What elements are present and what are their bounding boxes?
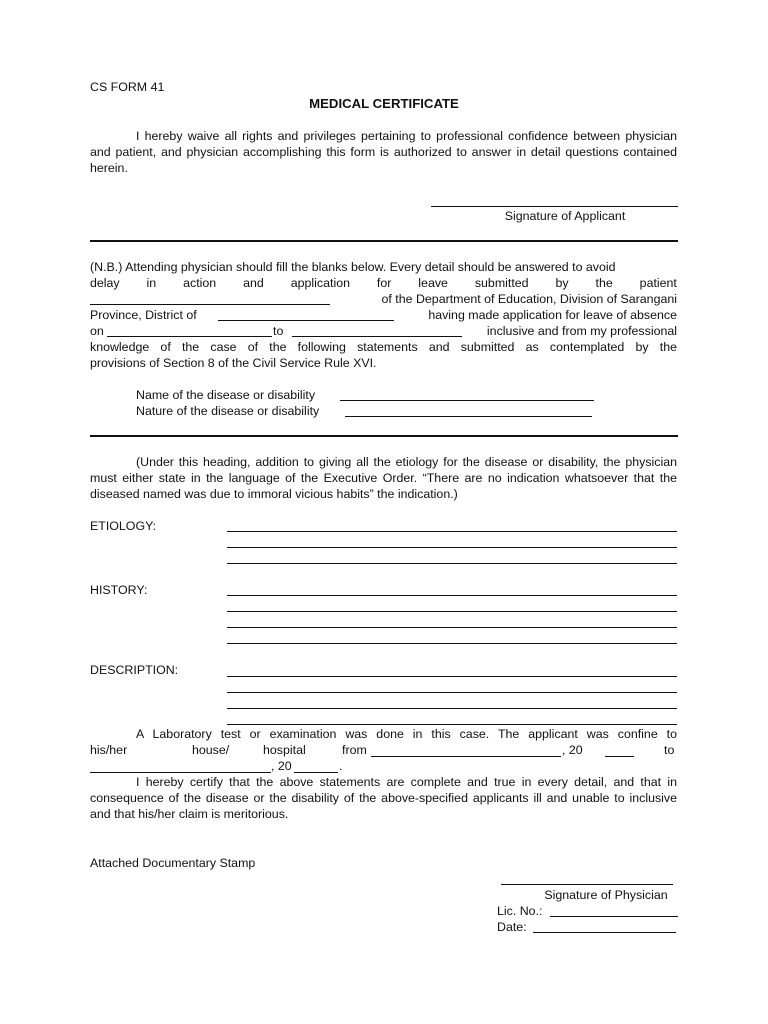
form-code: CS FORM 41: [90, 80, 165, 94]
description-line-3[interactable]: [227, 708, 677, 709]
nb-word: by: [555, 276, 569, 290]
lab-comma-20-a: , 20: [562, 743, 583, 757]
page-title: MEDICAL CERTIFICATE: [309, 96, 459, 111]
nb-line-6: knowledge of the case of the following statements and submitted as contemplated by the: [90, 340, 677, 354]
lab-word-house: house/: [192, 743, 230, 757]
applicant-signature-label: Signature of Applicant: [504, 209, 626, 223]
confine-to-year-field[interactable]: [294, 772, 338, 773]
documentary-stamp-label: Attached Documentary Stamp: [90, 856, 256, 870]
nb-line-2: [90, 275, 677, 291]
physician-signature-label: Signature of Physician: [544, 888, 668, 902]
nb-line-4-end: having made application for leave of absence: [428, 308, 677, 322]
nb-line-5-end: inclusive and from my professional: [486, 324, 677, 338]
nb-word: delay: [90, 276, 120, 290]
lab-period: .: [339, 759, 343, 773]
history-line-3[interactable]: [227, 627, 677, 628]
date-field[interactable]: [533, 932, 676, 933]
history-line-4[interactable]: [227, 643, 677, 644]
nb-word: and: [243, 276, 264, 290]
confine-from-year-field[interactable]: [605, 756, 634, 757]
nb-word: for: [376, 276, 392, 290]
etiology-line-1[interactable]: [227, 531, 677, 532]
disease-nature-label: Nature of the disease or disability: [136, 404, 320, 418]
date-label: Date:: [497, 920, 527, 934]
district-field[interactable]: [218, 320, 394, 321]
nb-word: submitted: [474, 276, 529, 290]
employee-position-field[interactable]: [90, 304, 330, 305]
etiology-label: ETIOLOGY:: [90, 519, 157, 533]
description-label: DESCRIPTION:: [90, 663, 179, 677]
disease-name-label: Name of the disease or disability: [136, 388, 316, 402]
nb-to-label: to: [273, 324, 284, 338]
nb-word: in: [146, 276, 157, 290]
applicant-signature-line[interactable]: [431, 206, 678, 207]
disease-nature-field[interactable]: [345, 416, 592, 417]
description-line-1[interactable]: [227, 676, 677, 677]
physician-signature-line[interactable]: [501, 884, 673, 885]
certify-paragraph: I hereby certify that the above statements are complete and true in every detail, and that in consequence of the disease or the disability of the above-specified applicants ill and unable to inclusive and that his/her claim is meritorious.: [90, 775, 677, 821]
section-divider-1: [90, 240, 678, 242]
lic-no-label: Lic. No.:: [497, 904, 543, 918]
lab-line-1: A Laboratory test or examination was done in this case. The applicant was confine to: [136, 727, 677, 741]
nb-line-7: provisions of Section 8 of the Civil Service Rule XVI.: [90, 356, 377, 370]
nb-word: action: [183, 276, 217, 290]
etiology-note: (Under this heading, addition to giving all the etiology for the disease or disability, the physician must either state in the language of the Executive Order. “There are no indication whatsoever that the diseased named was due to immoral vicious habits” the indication.): [90, 455, 677, 501]
nb-word: leave: [418, 276, 448, 290]
nb-line-3: of the Department of Education, Division of Sarangani: [381, 292, 677, 306]
history-label: HISTORY:: [90, 583, 148, 597]
nb-on-label: on: [90, 324, 104, 338]
nb-line-1: (N.B.) Attending physician should fill the blanks below. Every detail should be answered to avoid: [90, 260, 616, 274]
description-line-2[interactable]: [227, 692, 677, 693]
nb-word: patient: [639, 276, 677, 290]
lic-no-field[interactable]: [550, 916, 678, 917]
history-line-2[interactable]: [227, 611, 677, 612]
description-line-4[interactable]: [227, 724, 677, 725]
lab-word-hisher: his/her: [90, 743, 128, 757]
lab-word-hospital: hospital: [263, 743, 306, 757]
leave-to-field[interactable]: [292, 336, 462, 337]
disease-name-field[interactable]: [340, 400, 594, 401]
lab-word-from: from: [342, 743, 367, 757]
nb-line-4-start: Province, District of: [90, 308, 197, 322]
etiology-line-3[interactable]: [227, 563, 677, 564]
confine-from-field[interactable]: [371, 756, 561, 757]
waiver-paragraph: I hereby waive all rights and privileges pertaining to professional confidence between physician and patient, and physician accomplishing this form is authorized to answer in detail questions contained herein.: [90, 129, 677, 175]
history-line-1[interactable]: [227, 595, 677, 596]
etiology-line-2[interactable]: [227, 547, 677, 548]
lab-comma-20-b: , 20: [271, 759, 292, 773]
confine-to-field[interactable]: [90, 772, 271, 773]
nb-word: application: [290, 276, 350, 290]
leave-from-field[interactable]: [107, 336, 272, 337]
section-divider-2: [90, 435, 678, 437]
nb-word: the: [595, 276, 613, 290]
lab-word-to: to: [664, 743, 675, 757]
